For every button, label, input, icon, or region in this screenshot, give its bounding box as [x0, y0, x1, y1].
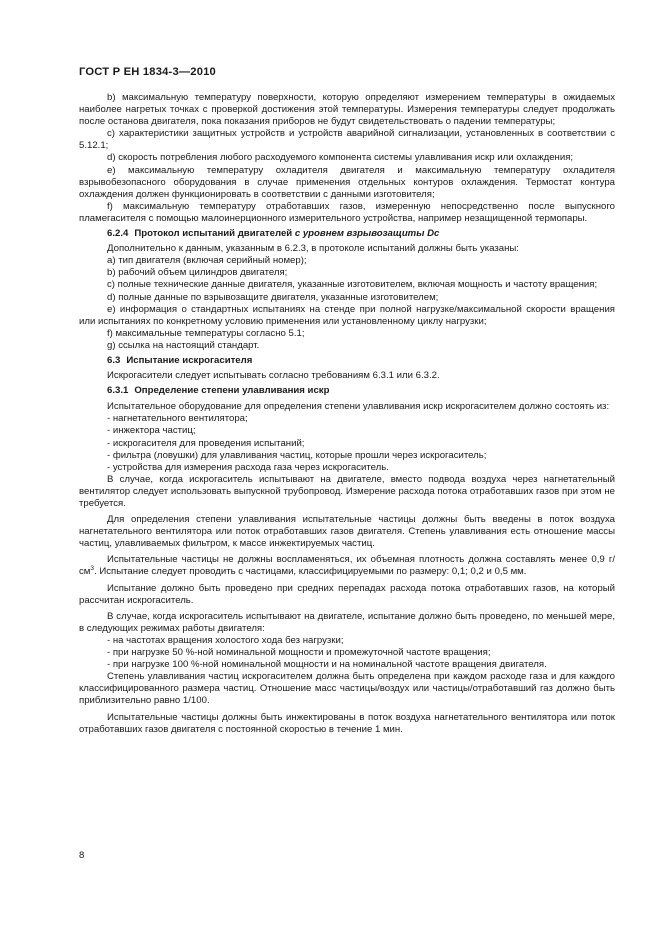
- equipment-item: - фильтра (ловушки) для улавливания частиц, которые прошли через искрогаситель;: [107, 449, 487, 461]
- paragraph-engine: В случае, когда искрогаситель испытывают на двигателе, вместо подвода воздуха через нагнетательный вентилятор следует использовать выпускной трубопровод. Измерение расхода потока отработавших газов при этом не требуется.: [79, 473, 615, 509]
- equipment-item: - устройства для измерения расхода газа через искрогаситель.: [107, 461, 389, 473]
- paragraph-average: Испытание должно быть проведено при средних перепадах расхода потока отработавших газов, на который рассчитан искрогаситель.: [79, 582, 615, 606]
- section-number: 6.3.1: [107, 385, 129, 397]
- section-number: 6.3: [107, 354, 121, 366]
- document-header: ГОСТ Р ЕН 1834-3—2010: [79, 66, 216, 78]
- section-title: Испытание искрогасителя: [126, 354, 253, 366]
- paragraph-inject: Испытательные частицы должны быть инжектированы в поток воздуха нагнетательного вентилятора или поток отработавших газов двигателя с постоянной скоростью в течение 1 мин.: [79, 711, 615, 735]
- list-item: b) рабочий объем цилиндров двигателя;: [107, 267, 288, 279]
- section-number: 6.2.4: [107, 228, 129, 240]
- particles-text-a: Испытательные частицы не должны воспламеняться, их объемная плотность должна составлять менее 0,9 г/см: [79, 554, 615, 578]
- paragraph-degree: Для определения степени улавливания испытательные частицы должны быть введены в поток воздуха нагнетательного вентилятора или поток отработавших газов двигателя. Степень улавливания есть отношение массы частиц, улавливаемых фильтром, к массе инжектируемых частиц.: [79, 514, 615, 550]
- list-item: g) ссылка на настоящий стандарт.: [107, 339, 260, 351]
- list-item: a) тип двигателя (включая серийный номер);: [107, 255, 307, 267]
- list-item: c) полные технические данные двигателя, указанные изготовителем, включая мощность и частоту вращения;: [107, 279, 598, 291]
- section-title: Определение степени улавливания искр: [134, 385, 330, 397]
- list-item: d) полные данные по взрывозащите двигателя, указанные изготовителем;: [107, 291, 439, 303]
- paragraph-particles: [79, 554, 615, 578]
- section-631-heading: [79, 385, 615, 397]
- equipment-item: - нагнетательного вентилятора;: [107, 413, 248, 425]
- section-title: Протокол испытаний двигателей: [134, 228, 293, 240]
- section-624-intro: Дополнительно к данным, указанным в 6.2.3, в протоколе испытаний должны быть указаны:: [107, 243, 519, 255]
- superscript: 3: [90, 565, 95, 573]
- paragraph-c: c) характеристики защитных устройств и устройств аварийной сигнализации, установленных в соответствии с 5.12.1;: [79, 128, 615, 152]
- document-body: [79, 92, 615, 736]
- paragraph-ratio: Степень улавливания частиц искрогасителем должна быть определена при каждом расходе газа и для каждого классифицированного размера частиц. Отношение масс частицы/воздух или частицы/отработавший газ должно быть приблизительно равно 1/100.: [79, 671, 615, 707]
- page-number: 8: [79, 850, 85, 861]
- paragraph-b: b) максимальную температуру поверхности, которую определяют измерением температуры в ожидаемых наиболее нагретых точках с проверкой достижения этой температуры. Измерения температуры следует продолжать после останова двигателя, пока показания приборов не будут свидетельствовать о падении температуры;: [79, 92, 615, 128]
- list-item: e) информация о стандартных испытаниях на стенде при полной нагрузке/максимальной скорости вращения или испытаниях по конкретному условию применения или установленному циклу нагрузки;: [79, 303, 615, 327]
- section-631-intro: Испытательное оборудование для определения степени улавливания искр искрогасителем должно состоять из:: [107, 401, 610, 413]
- paragraph-modes: В случае, когда искрогаситель испытывают на двигателе, испытание должно быть проведено, по меньшей мере, в следующих режимах работы двигателя:: [79, 610, 615, 634]
- mode-item: - на частотах вращения холостого хода без нагрузки;: [107, 634, 344, 646]
- section-624-heading: [79, 228, 615, 240]
- paragraph-d: d) скорость потребления любого расходуемого компонента системы улавливания искр или охлаждения;: [107, 152, 574, 164]
- equipment-item: - искрогасителя для проведения испытаний;: [107, 437, 305, 449]
- mode-item: - при нагрузке 100 %-ной номинальной мощности и на номинальной частоте вращения двигателя.: [107, 659, 547, 671]
- equipment-item: - инжектора частиц;: [107, 425, 196, 437]
- mode-item: - при нагрузке 50 %-ной номинальной мощности и промежуточной частоте вращения;: [107, 647, 491, 659]
- list-item: f) максимальные температуры согласно 5.1;: [107, 327, 305, 339]
- section-63-heading: [79, 355, 615, 367]
- particles-text-b: . Испытание следует проводить с частицами, классифицируемыми по размеру: 0,1; 0,2 и 0,5 мм.: [94, 566, 527, 578]
- paragraph-e: e) максимальную температуру охладителя двигателя и максимальную температуру охладителя взрывобезопасного оборудования в случае применения отдельных контуров охлаждения. Термостат контура охлаждения должен функционировать в соответствии с данными изготовителя;: [79, 164, 615, 200]
- section-title-italic: с уровнем взрывозащиты Dc: [294, 228, 440, 240]
- paragraph-f: f) максимальную температуру отработавших газов, измеренную непосредственно после выпускного пламегасителя с помощью малоинерционного измерительного устройства, например незащищенной термопары.: [79, 200, 615, 224]
- section-63-text: Искрогасители следует испытывать согласно требованиям 6.3.1 или 6.3.2.: [107, 370, 440, 382]
